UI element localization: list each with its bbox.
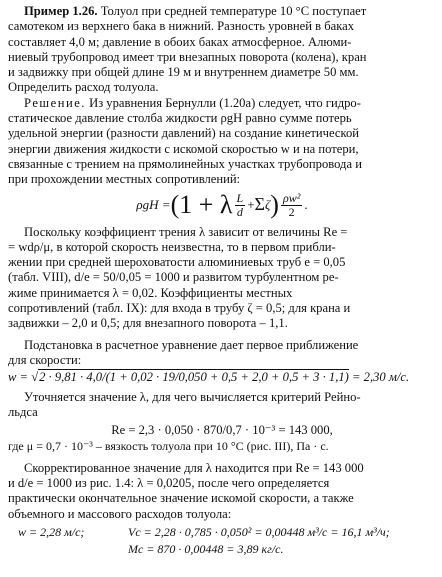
eq1-period: . [304, 197, 308, 213]
eq2-suffix: = 2,30 м/с. [348, 370, 410, 385]
paragraph-substitution-continuation [8, 353, 436, 368]
solution-intro-continuation [8, 111, 436, 187]
solution-text: Из уравнения Бернулли (1.20а) следует, что гидро- [89, 95, 361, 110]
result-mass-flow: Mс = 870 · 0,00448 = 3,89 кг/с. [128, 542, 284, 557]
eq1-frac-rho-w2 [281, 192, 302, 219]
solution-line: энергии движения жидкости с искомой скоростью w и на потери, [8, 141, 359, 156]
paragraph-line: жении при средней шероховатости алюминиевых труб e = 0,05 [8, 255, 346, 270]
paragraph-line: сопротивлений (табл. IX): для входа в трубу ζ = 0,5; для крана и [8, 301, 351, 316]
paragraph-line: и d/e = 1000 из рис. 1.4: λ = 0,0205, после чего определяется [8, 476, 330, 491]
problem-line: составляет 4,0 м; давление в обоих баках атмосферное. Алюми- [8, 34, 352, 49]
solution-line: удельной энергии (разности давлений) на создание кинетической [8, 126, 359, 141]
eq1-frac2-den: 2 [288, 204, 295, 219]
results-row [8, 525, 436, 540]
paragraph-line: Скорректированное значение для λ находится при Re = 143 000 [24, 460, 364, 475]
paragraph-line: (табл. VIII), d/e = 50/0,05 = 1000 и развитом турбулентном ре- [8, 270, 339, 285]
paragraph-line: Уточняется значение λ, для чего вычисляется критерий Рейно- [24, 389, 361, 404]
bernoulli-equation [8, 192, 436, 219]
eq1-sum-sign: Σ [254, 194, 266, 215]
eq1-frac-num: L [236, 190, 244, 205]
eq1-zeta: ζ [265, 197, 271, 213]
problem-line [24, 4, 436, 19]
paragraph-refine-continuation [8, 405, 436, 420]
solution-line: связанные с трением на прямолинейных участках трубопровода и [8, 156, 362, 171]
problem-line: самотеком из верхнего бака в нижний. Разность уровней в баках [8, 19, 355, 34]
paragraph-line: задвижки – 2,0 и 0,5; для внезапного поворота – 1,1. [8, 316, 288, 331]
solution-line [24, 96, 436, 111]
paragraph-line: жиме принимается λ = 0,02. Коэффициенты местных [8, 285, 293, 300]
paragraph-corrected [8, 461, 436, 476]
eq1-close: ) [270, 190, 279, 220]
eq2-prefix: w = √ [8, 370, 39, 385]
paragraph-refine [8, 390, 436, 405]
result-velocity: w = 2,28 м/с; [18, 524, 85, 539]
solution-line: статическое давление столба жидкости ρgH равно сумме потерь [8, 111, 352, 126]
paragraph-substitution [8, 338, 436, 353]
paragraph-line: практически окончательное значение искомой скорости, а также [8, 491, 354, 506]
paragraph-line: для скорости: [8, 352, 82, 367]
solution-line: при прохождении местных сопротивлений: [8, 172, 241, 187]
paragraph-line: Поскольку коэффициент трения λ зависит от величины Re = [24, 224, 348, 239]
eq1-plus: + [247, 197, 255, 213]
problem-statement [8, 4, 436, 19]
problem-text: Толуол при средней температуре 10 °С поступает [100, 4, 367, 18]
reynolds-note: где μ = 0,7 · 10⁻³ – вязкость толуола при 10 °С (рис. III), Па · с. [8, 439, 329, 454]
paragraph-friction [8, 225, 436, 240]
eq1-left: ρgH = [136, 197, 171, 213]
paragraph-corrected-continuation [8, 476, 436, 522]
eq1-frac-den: d [236, 204, 243, 219]
velocity-equation [8, 370, 436, 385]
results-row-mass [8, 542, 436, 557]
paragraph-line: льдса [8, 404, 38, 419]
example-number: Пример 1.26. [24, 4, 98, 18]
problem-line: ниевый трубопровод имеет три внезапных поворота (колена), кран [8, 49, 367, 64]
paragraph-line: Подстановка в расчетное уравнение дает первое приближение [24, 337, 359, 352]
eq1-open: (1 + λ [170, 190, 233, 220]
paragraph-friction-continuation [8, 240, 436, 332]
solution-intro [8, 96, 436, 111]
eq1-frac-l-d [235, 192, 246, 219]
solution-heading: Решение. [24, 95, 86, 110]
problem-line: Определить расход толуола. [8, 80, 159, 95]
problem-continuation [8, 19, 436, 95]
paragraph-line: объемного и массового расходов толуола: [8, 506, 232, 521]
result-volume-flow: Vс = 2,28 · 0,785 · 0,050² = 0,00448 м³/с = 16,1 м³/ч; [128, 524, 390, 539]
problem-line: и задвижку при общей длине 19 м и внутреннем диаметре 50 мм. [8, 65, 359, 80]
paragraph-line: = wdρ/μ, в которой скорость неизвестна, то в первом прибли- [8, 239, 336, 254]
eq2-radicand: 2 · 9,81 · 4,0/(1 + 0,02 · 19/0,050 + 0,5 + 2,0 + 0,5 + 3 · 1,1) [39, 370, 349, 385]
reynolds-equation: Re = 2,3 · 0,050 · 870/0,7 · 10⁻³ = 143 000, [111, 423, 333, 438]
eq1-frac2-num: ρw² [282, 190, 301, 205]
